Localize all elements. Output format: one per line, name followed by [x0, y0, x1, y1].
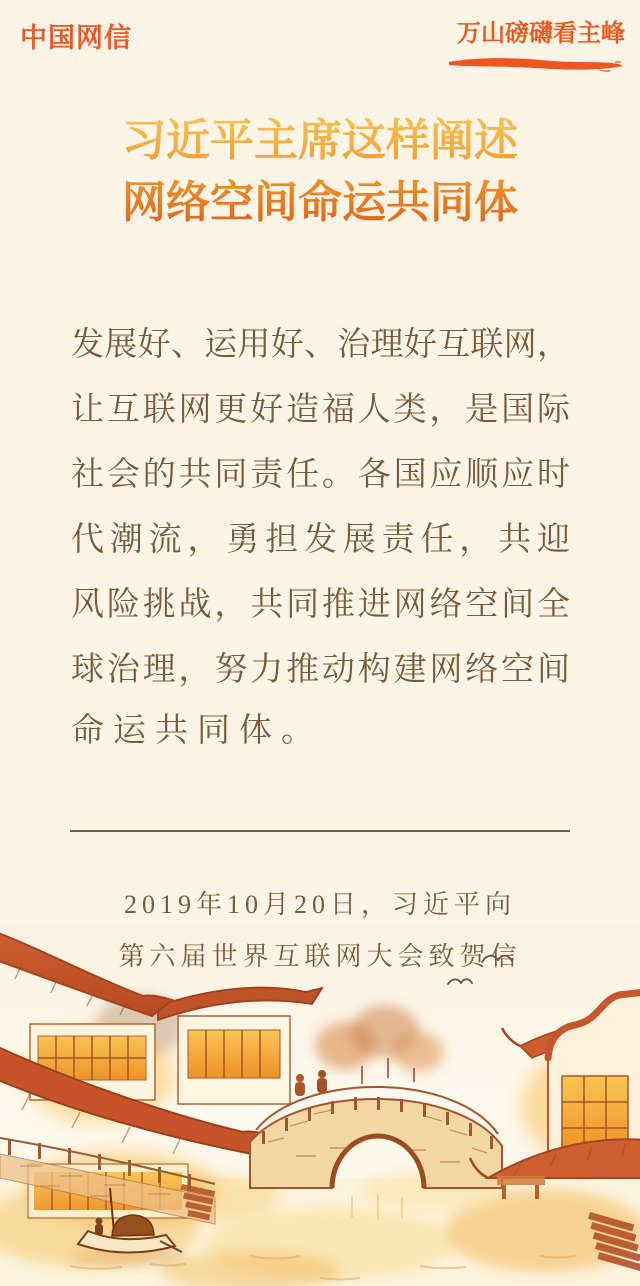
brush-stroke-icon: [447, 54, 625, 72]
divider-rule: [70, 830, 570, 832]
dock: [497, 1176, 545, 1185]
caption-line-2: 第六届世界互联网大会致贺信: [118, 942, 522, 971]
caption-line-1: 2019年10月20日，习近平向: [123, 890, 516, 919]
figure-icon: [296, 1074, 304, 1082]
quote-line: 风 险 挑 战 ， 共 同 推 进 网 络 空 间 全: [71, 587, 570, 623]
quote-paragraph: [71, 309, 570, 764]
quote-line-last: 命运共同体。: [71, 713, 323, 749]
quote-line: 发 展 好 、 运 用 好 、 治 理 好 互 联 网 ，: [71, 327, 570, 363]
quote-line: 让 互 联 网 更 好 造 福 人 类 ， 是 国 际: [71, 392, 570, 428]
quote-line: 球 治 理 ， 努 力 推 动 构 建 网 络 空 间: [71, 652, 570, 688]
tree-icon: [392, 1032, 444, 1072]
water-town-illustration: [0, 926, 640, 1286]
figure-icon: [318, 1070, 326, 1078]
quote-line: 代 潮 流 ， 勇 担 发 展 责 任 ， 共 迎: [71, 522, 570, 558]
slogan-right: [457, 13, 625, 48]
brand-logo-left: 中国网信: [20, 23, 132, 53]
quote-line: 社 会 的 共 同 责 任 。 各 国 应 顺 应 时: [71, 457, 570, 493]
title-line-2: 网络空间命运共同体: [122, 178, 518, 227]
title-line-1: 习近平主席这样阐述: [122, 116, 518, 165]
page-title: [0, 110, 640, 234]
slogan-text: 万山磅礴看主峰: [457, 20, 625, 47]
boatman-icon: [96, 1218, 103, 1225]
